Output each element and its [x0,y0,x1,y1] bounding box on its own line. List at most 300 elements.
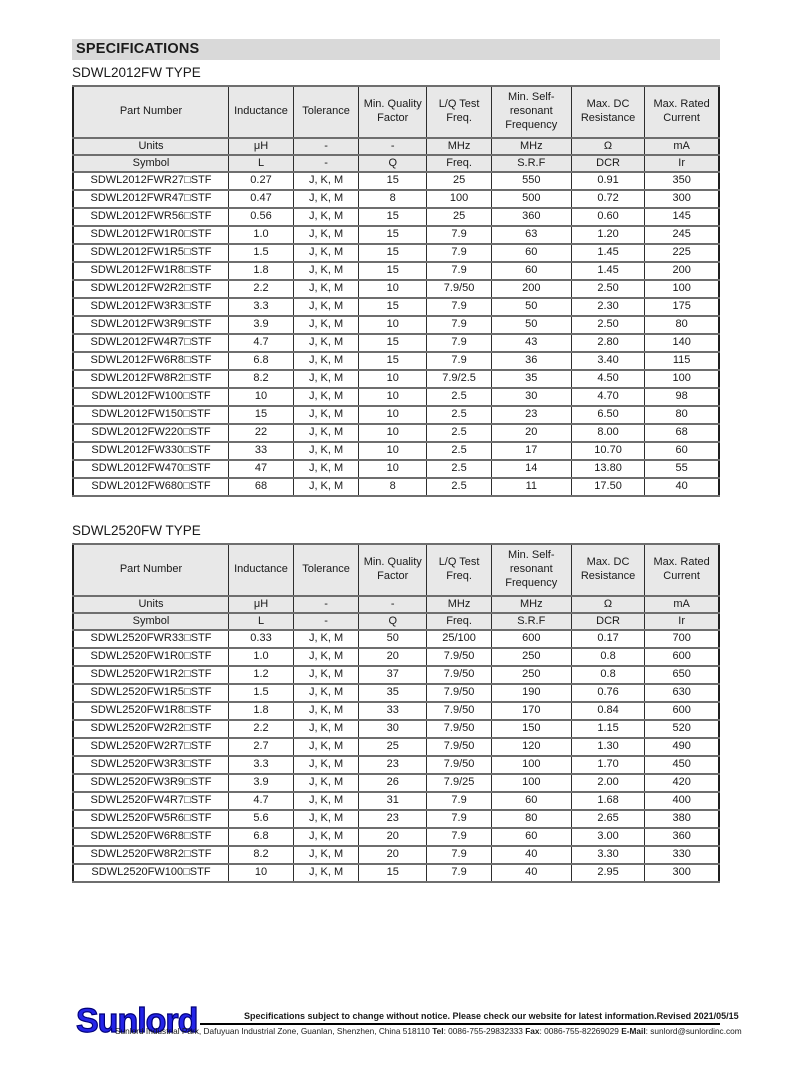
table-cell: 15 [359,244,427,262]
table-cell: SDWL2012FWR56□STF [73,208,228,226]
table-cell: 10 [359,316,427,334]
table-cell: J, K, M [294,828,359,846]
table-cell: 6.50 [571,406,645,424]
table-cell: 7.9 [427,262,491,280]
table-cell: 3.3 [228,298,293,316]
table-cell: 30 [359,720,427,738]
table-cell: 3.9 [228,774,293,792]
units-cell: μH [228,138,293,155]
table-cell: 60 [491,244,571,262]
symbol-row [73,613,719,630]
table-cell: 1.45 [571,262,645,280]
table-cell: SDWL2012FWR47□STF [73,190,228,208]
table-cell: 330 [645,846,719,864]
table-cell: J, K, M [294,334,359,352]
table-cell: 26 [359,774,427,792]
table-cell: 15 [359,208,427,226]
table-row [73,388,719,406]
table-cell: SDWL2520FW2R7□STF [73,738,228,756]
table-cell: 2.5 [427,478,491,496]
table-cell: 500 [491,190,571,208]
table-cell: 15 [359,172,427,190]
table-cell: 68 [228,478,293,496]
footer-revised-date: Revised 2021/05/15 [656,1011,739,1021]
table-cell: 100 [645,370,719,388]
table-cell: 20 [491,424,571,442]
table-cell: 2.7 [228,738,293,756]
table-row [73,792,719,810]
table-cell: 0.17 [571,630,645,648]
table-row [73,226,719,244]
table-cell: 0.72 [571,190,645,208]
table-cell: 50 [491,298,571,316]
table-cell: 2.50 [571,316,645,334]
table-row [73,460,719,478]
table-cell: 7.9/50 [427,738,491,756]
sdwl2012fw-table-section [72,85,720,497]
table-cell: J, K, M [294,316,359,334]
table-cell: 0.84 [571,702,645,720]
table-cell: 600 [645,648,719,666]
table-cell: 10 [359,460,427,478]
symbol-cell: DCR [571,613,645,630]
table-cell: 8.2 [228,846,293,864]
symbol-cell: Freq. [427,155,491,172]
table-cell: 15 [359,226,427,244]
table-cell: 7.9/50 [427,720,491,738]
table-cell: 0.56 [228,208,293,226]
footer-fax-label: Fax [525,1026,540,1036]
table-cell: 10 [359,280,427,298]
table-cell: 17.50 [571,478,645,496]
table-cell: 11 [491,478,571,496]
table-cell: 400 [645,792,719,810]
symbol-row [73,155,719,172]
table-cell: 150 [491,720,571,738]
table-cell: SDWL2012FW3R9□STF [73,316,228,334]
table-cell: 36 [491,352,571,370]
table-cell: 2.2 [228,720,293,738]
table-row [73,648,719,666]
table-cell: 300 [645,190,719,208]
table-cell: 145 [645,208,719,226]
table-cell: 13.80 [571,460,645,478]
units-cell: mA [645,138,719,155]
table-cell: SDWL2520FW1R2□STF [73,666,228,684]
table-row [73,442,719,460]
table-cell: 0.91 [571,172,645,190]
table-cell: 2.2 [228,280,293,298]
table-cell: J, K, M [294,370,359,388]
table-cell: 17 [491,442,571,460]
table-row [73,630,719,648]
table-cell: 7.9 [427,226,491,244]
table-cell: J, K, M [294,244,359,262]
table-row [73,864,719,882]
table-cell: 380 [645,810,719,828]
table-cell: 4.7 [228,334,293,352]
table-cell: 1.70 [571,756,645,774]
table-cell: SDWL2012FW6R8□STF [73,352,228,370]
table-cell: J, K, M [294,226,359,244]
footer-right-block [115,1011,742,1036]
table-cell: SDWL2012FW220□STF [73,424,228,442]
table-cell: SDWL2520FW8R2□STF [73,846,228,864]
symbol-cell: Symbol [73,155,228,172]
footer-email-value: : sunlord@sunlordinc.com [645,1026,742,1036]
table-cell: 7.9/50 [427,702,491,720]
table-cell: 80 [645,406,719,424]
table-cell: 55 [645,460,719,478]
symbol-cell: Q [359,155,427,172]
table-cell: 250 [491,648,571,666]
table-cell: 650 [645,666,719,684]
table-row [73,190,719,208]
table-cell: 7.9/50 [427,666,491,684]
table-cell: J, K, M [294,352,359,370]
table-cell: 40 [491,864,571,882]
table-cell: 8.2 [228,370,293,388]
units-row [73,596,719,613]
units-cell: Units [73,138,228,155]
table-cell: 7.9/50 [427,684,491,702]
table-cell: 0.47 [228,190,293,208]
units-cell: MHz [427,138,491,155]
table-cell: 60 [491,828,571,846]
table-cell: 15 [228,406,293,424]
column-header: L/Q Test Freq. [427,544,491,596]
table-cell: 63 [491,226,571,244]
table-cell: 8 [359,478,427,496]
table-cell: SDWL2012FWR27□STF [73,172,228,190]
table-cell: 200 [645,262,719,280]
table-cell: J, K, M [294,846,359,864]
table-cell: 520 [645,720,719,738]
table-cell: 10 [359,406,427,424]
table-cell: SDWL2012FW1R8□STF [73,262,228,280]
table-cell: J, K, M [294,792,359,810]
symbol-cell: - [294,155,359,172]
column-header: Min. Quality Factor [359,86,427,138]
table-cell: 7.9 [427,316,491,334]
symbol-cell: Ir [645,155,719,172]
table-cell: J, K, M [294,684,359,702]
table-cell: 1.8 [228,702,293,720]
units-cell: Ω [571,138,645,155]
table-cell: J, K, M [294,702,359,720]
footer-tel-label: Tel [432,1026,444,1036]
units-cell: Units [73,596,228,613]
table-cell: 7.9/50 [427,280,491,298]
table-cell: 15 [359,262,427,280]
table-cell: 2.80 [571,334,645,352]
footer [72,1002,742,1052]
table-row [73,244,719,262]
table-cell: 360 [491,208,571,226]
table-cell: 22 [228,424,293,442]
table-cell: 0.8 [571,666,645,684]
table-cell: J, K, M [294,406,359,424]
table-cell: J, K, M [294,864,359,882]
table-type-heading-sdwl2012fw: SDWL2012FW TYPE [72,65,201,80]
table-row [73,424,719,442]
units-cell: - [359,596,427,613]
table-cell: 23 [359,756,427,774]
table-cell: 1.15 [571,720,645,738]
table-cell: 7.9 [427,334,491,352]
table-cell: SDWL2520FW3R9□STF [73,774,228,792]
units-cell: MHz [427,596,491,613]
table-cell: 1.2 [228,666,293,684]
table-cell: 250 [491,666,571,684]
table-cell: 3.3 [228,756,293,774]
column-header: Max. Rated Current [645,86,719,138]
specifications-header: SPECIFICATIONS [72,39,720,60]
table-cell: 360 [645,828,719,846]
column-header: Tolerance [294,86,359,138]
table-cell: 190 [491,684,571,702]
table-type-heading-sdwl2520fw: SDWL2520FW TYPE [72,523,201,538]
table-cell: 2.95 [571,864,645,882]
table-cell: J, K, M [294,460,359,478]
table-cell: 0.60 [571,208,645,226]
table-row [73,172,719,190]
table-cell: SDWL2012FW150□STF [73,406,228,424]
table-cell: 1.68 [571,792,645,810]
table-cell: SDWL2012FW100□STF [73,388,228,406]
table-cell: 68 [645,424,719,442]
table-row [73,828,719,846]
units-cell: - [359,138,427,155]
table-cell: 10 [359,424,427,442]
footer-address [115,1026,742,1036]
table-cell: 35 [491,370,571,388]
table-cell: J, K, M [294,720,359,738]
table-cell: 40 [491,846,571,864]
table-row [73,280,719,298]
sdwl2520fw-spec-table [72,543,720,883]
table-cell: 10 [228,864,293,882]
table-cell: SDWL2520FW3R3□STF [73,756,228,774]
table-cell: SDWL2012FW4R7□STF [73,334,228,352]
table-cell: 115 [645,352,719,370]
table-cell: SDWL2520FW100□STF [73,864,228,882]
table-cell: 7.9 [427,846,491,864]
table-cell: SDWL2012FW330□STF [73,442,228,460]
table-cell: 175 [645,298,719,316]
table-row [73,478,719,496]
footer-address-text: Sunlord Industrial Park, Dafuyuan Industrial Zone, Guanlan, Shenzhen, China 518110 [115,1026,433,1036]
table-cell: J, K, M [294,738,359,756]
table-row [73,720,719,738]
units-cell: MHz [491,596,571,613]
table-cell: 15 [359,298,427,316]
symbol-cell: - [294,613,359,630]
table-cell: J, K, M [294,774,359,792]
symbol-cell: L [228,155,293,172]
footer-notice-line [200,1011,739,1025]
table-cell: 37 [359,666,427,684]
table-cell: 14 [491,460,571,478]
table-cell: 2.00 [571,774,645,792]
column-header: Max. DC Resistance [571,86,645,138]
footer-tel-value: : 0086-755-29832333 [443,1026,526,1036]
symbol-cell: Freq. [427,613,491,630]
table-cell: 35 [359,684,427,702]
table-cell: 420 [645,774,719,792]
table-cell: 80 [645,316,719,334]
table-cell: 350 [645,172,719,190]
table-cell: 630 [645,684,719,702]
table-cell: J, K, M [294,810,359,828]
table-row [73,738,719,756]
table-cell: 40 [645,478,719,496]
sdwl2520fw-table-section [72,543,720,883]
table-row [73,334,719,352]
table-cell: 7.9/50 [427,756,491,774]
table-cell: 25 [427,208,491,226]
table-cell: SDWL2012FW3R3□STF [73,298,228,316]
table-row [73,406,719,424]
table-cell: 33 [359,702,427,720]
table-cell: 23 [359,810,427,828]
table-row [73,208,719,226]
table-cell: SDWL2520FWR33□STF [73,630,228,648]
table-cell: 2.5 [427,424,491,442]
table-cell: 20 [359,828,427,846]
table-cell: 0.27 [228,172,293,190]
table-cell: 7.9 [427,810,491,828]
column-header: Min. Self-resonant Frequency [491,544,571,596]
table-cell: J, K, M [294,208,359,226]
symbol-cell: Symbol [73,613,228,630]
table-cell: J, K, M [294,648,359,666]
table-cell: SDWL2520FW2R2□STF [73,720,228,738]
table-cell: 10 [228,388,293,406]
column-header: Inductance [228,86,293,138]
table-cell: 0.8 [571,648,645,666]
table-cell: SDWL2012FW1R0□STF [73,226,228,244]
table-cell: 100 [491,774,571,792]
table-row [73,352,719,370]
table-cell: 1.30 [571,738,645,756]
table-cell: 43 [491,334,571,352]
table-cell: J, K, M [294,388,359,406]
table-cell: 7.9 [427,828,491,846]
table-cell: 120 [491,738,571,756]
table-cell: 7.9/50 [427,648,491,666]
table-cell: SDWL2520FW4R7□STF [73,792,228,810]
table-cell: 20 [359,648,427,666]
table-cell: 7.9 [427,864,491,882]
table-cell: J, K, M [294,190,359,208]
table-cell: 550 [491,172,571,190]
table-cell: 1.45 [571,244,645,262]
table-cell: 50 [491,316,571,334]
table-cell: 7.9 [427,298,491,316]
column-header: L/Q Test Freq. [427,86,491,138]
column-header: Part Number [73,86,228,138]
footer-notice-text: Specifications subject to change without notice. Please check our website for latest information. [244,1011,657,1021]
units-cell: - [294,596,359,613]
table-cell: 1.8 [228,262,293,280]
table-cell: 60 [491,262,571,280]
table-cell: SDWL2520FW1R5□STF [73,684,228,702]
table-cell: 700 [645,630,719,648]
table-row [73,702,719,720]
table-cell: 6.8 [228,828,293,846]
sunlord-logo: Sunlord [76,1002,198,1040]
table-cell: 100 [427,190,491,208]
table-cell: 8.00 [571,424,645,442]
table-cell: 490 [645,738,719,756]
table-cell: 7.9 [427,244,491,262]
table-cell: 100 [491,756,571,774]
table-cell: 60 [645,442,719,460]
table-row [73,756,719,774]
table-cell: 30 [491,388,571,406]
table-cell: SDWL2012FW1R5□STF [73,244,228,262]
table-cell: 3.30 [571,846,645,864]
table-cell: 15 [359,864,427,882]
table-cell: 600 [491,630,571,648]
symbol-cell: Ir [645,613,719,630]
table-row [73,774,719,792]
column-header: Max. Rated Current [645,544,719,596]
table-cell: 10 [359,442,427,460]
table-cell: 25 [427,172,491,190]
table-cell: 31 [359,792,427,810]
table-cell: J, K, M [294,630,359,648]
footer-fax-value: : 0086-755-82269029 [539,1026,622,1036]
table-cell: 25/100 [427,630,491,648]
header-row [73,86,719,138]
table-cell: 300 [645,864,719,882]
table-cell: 245 [645,226,719,244]
table-cell: 1.5 [228,244,293,262]
table-cell: J, K, M [294,756,359,774]
table-cell: 2.5 [427,388,491,406]
table-cell: SDWL2520FW1R0□STF [73,648,228,666]
table-row [73,370,719,388]
symbol-cell: DCR [571,155,645,172]
table-cell: 7.9 [427,792,491,810]
column-header: Min. Quality Factor [359,544,427,596]
units-cell: μH [228,596,293,613]
table-cell: J, K, M [294,478,359,496]
table-cell: 0.33 [228,630,293,648]
table-row [73,298,719,316]
table-cell: 5.6 [228,810,293,828]
table-cell: 60 [491,792,571,810]
header-row [73,544,719,596]
table-cell: 4.50 [571,370,645,388]
table-cell: 20 [359,846,427,864]
table-cell: 600 [645,702,719,720]
table-cell: 23 [491,406,571,424]
table-cell: 98 [645,388,719,406]
table-row [73,262,719,280]
table-cell: 1.5 [228,684,293,702]
table-cell: J, K, M [294,172,359,190]
units-cell: mA [645,596,719,613]
column-header: Inductance [228,544,293,596]
units-cell: - [294,138,359,155]
units-row [73,138,719,155]
units-cell: Ω [571,596,645,613]
table-cell: 25 [359,738,427,756]
table-cell: SDWL2012FW8R2□STF [73,370,228,388]
